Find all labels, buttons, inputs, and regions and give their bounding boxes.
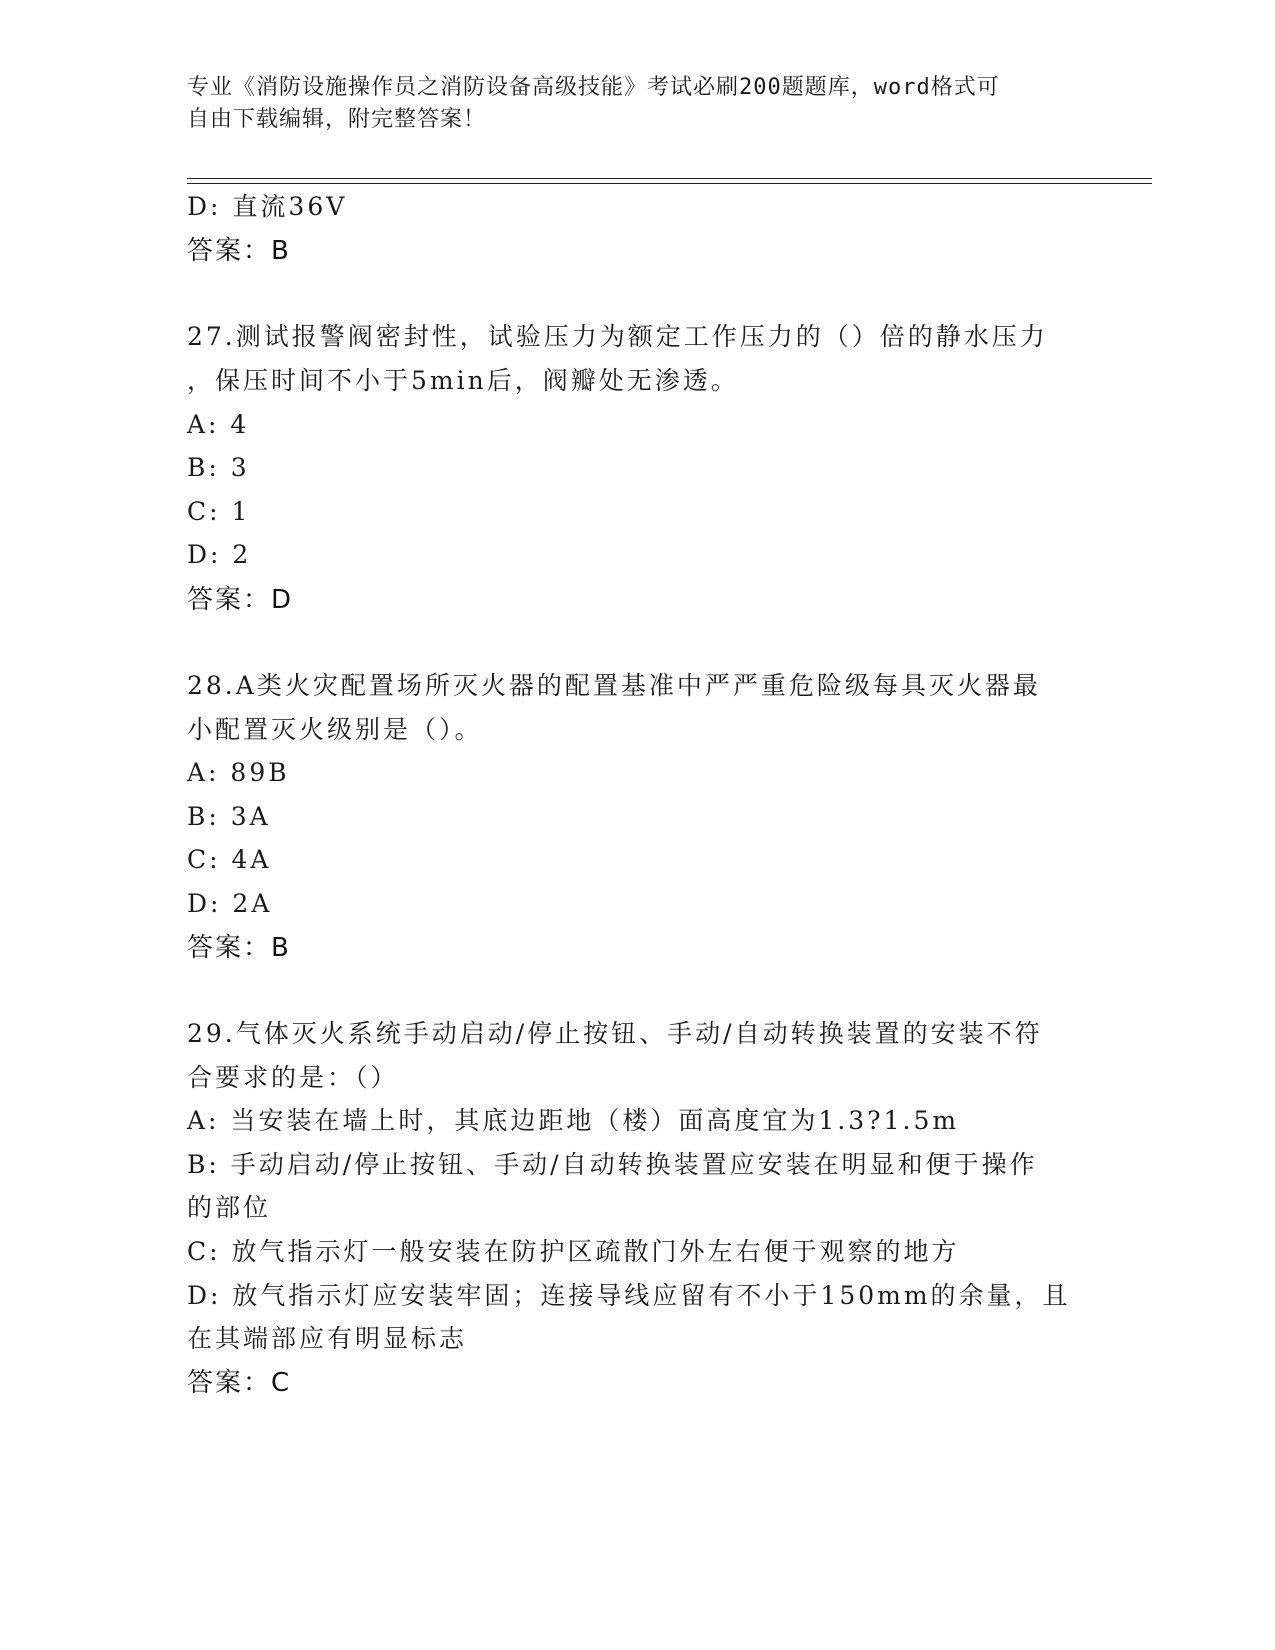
- q28-option-d: D: 2A: [187, 889, 273, 918]
- q28-stem-line-2: 小配置灭火级别是（）。: [187, 715, 483, 744]
- q29-option-d-line-2: 在其端部应有明显标志: [187, 1324, 468, 1353]
- q27-stem-line-2: ，保压时间不小于5min后，阀瓣处无渗透。: [187, 366, 739, 395]
- q27-option-c: C: 1: [187, 497, 251, 526]
- q29-option-c: C: 放气指示灯一般安装在防护区疏散门外左右便于观察的地方: [187, 1237, 960, 1266]
- q27-answer: 答案：D: [187, 585, 294, 615]
- prev-option-d: D: 直流36V: [187, 192, 348, 221]
- q29-stem-line-1: 29.气体灭火系统手动启动/停止按钮、手动/自动转换装置的安装不符: [187, 1019, 1043, 1048]
- q29-answer: 答案：C: [187, 1368, 292, 1398]
- header-line-1: 专业《消防设施操作员之消防设备高级技能》考试必刷200题题库，word格式可: [187, 75, 1000, 100]
- header-divider-top: [187, 178, 1152, 179]
- q28-option-c: C: 4A: [187, 845, 272, 874]
- q29-option-a: A: 当安装在墙上时，其底边距地（楼）面高度宜为1.3?1.5m: [187, 1106, 960, 1135]
- header-divider-bottom: [187, 183, 1152, 184]
- q27-option-a: A: 4: [187, 410, 250, 439]
- q28-option-b: B: 3A: [187, 802, 271, 831]
- q29-stem-line-2: 合要求的是：（）: [187, 1063, 399, 1092]
- q29-option-b-line-1: B: 手动启动/停止按钮、手动/自动转换装置应安装在明显和便于操作: [187, 1150, 1038, 1179]
- q27-stem-line-1: 27.测试报警阀密封性，试验压力为额定工作压力的（）倍的静水压力: [187, 322, 1048, 351]
- prev-answer: 答案：B: [187, 236, 291, 266]
- q28-option-a: A: 89B: [187, 758, 290, 787]
- q27-option-b: B: 3: [187, 453, 250, 482]
- q29-option-b-line-2: 的部位: [187, 1193, 272, 1222]
- header-line-2: 自由下载编辑，附完整答案！: [187, 107, 487, 132]
- q28-stem-line-1: 28.A类火灾配置场所灭火器的配置基准中严严重危险级每具灭火器最: [187, 671, 1041, 700]
- q29-option-d-line-1: D: 放气指示灯应安装牢固；连接导线应留有不小于150mm的余量，且: [187, 1281, 1071, 1310]
- q27-option-d: D: 2: [187, 540, 252, 569]
- q28-answer: 答案：B: [187, 933, 291, 963]
- page-header: [187, 72, 1067, 136]
